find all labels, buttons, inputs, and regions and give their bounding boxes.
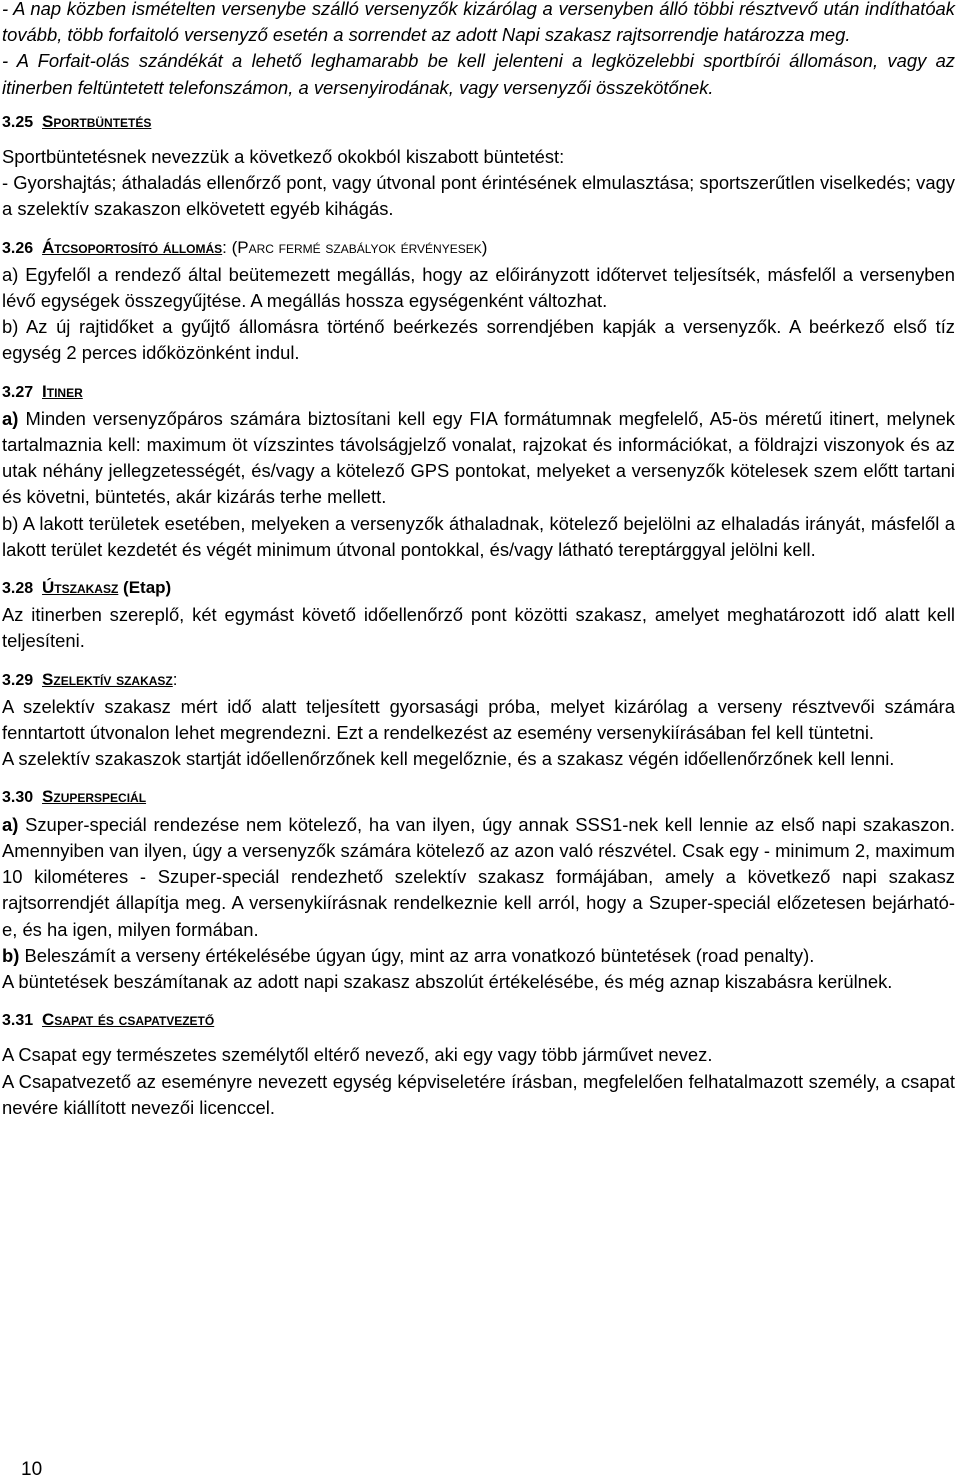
section-3-31-heading <box>2 1007 955 1034</box>
section-title: Szuperspeciál <box>42 787 147 807</box>
section-title-suffix: : (Parc fermé szabályok érvényesek) <box>222 237 488 257</box>
section-3-26-item-b: b) Az új rajtidőket a gyűjtő állomásra történő beérkezés sorrendjében kapják a versenyzők. A beérkező első tíz egység 2 perces időközönként indul. <box>2 316 955 364</box>
intro-paragraph-2: - A Forfait-olás szándékát a lehető leghamarabb be kell jelenteni a legközelebbi sportbírói állomáson, vagy az itinerben feltüntetett telefonszámon, a versenyirodának, vagy versenyzői összekötőnek. <box>2 50 955 98</box>
section-3-30-item-b <box>2 943 955 969</box>
section-3-29-paragraph-2: A szelektív szakaszok startját időellenőrzőnek kell megelőznie, és a szakasz végén időellenőrzőnek kell lenni. <box>2 748 895 770</box>
section-title: Csapat és csapatvezető <box>42 1010 215 1030</box>
section-3-31-paragraph-1: A Csapat egy természetes személytől eltérő nevező, aki egy vagy több járművet nevez. <box>2 1044 713 1066</box>
section-3-27-heading <box>2 379 955 406</box>
section-3-29-heading <box>2 667 955 694</box>
section-3-30-heading <box>2 784 955 811</box>
section-3-25-heading <box>2 109 955 136</box>
item-text: Szuper-speciál rendezése nem kötelező, ha van ilyen, úgy annak SSS1-nek kell lennie az első napi szakaszon. Amennyiben van ilyen, úgy a versenyzők számára kötelező az azon való részvétel. Csak egy - minimum 2, maximum 10 kilométeres - Szuper-speciál rendezhető szelektív szakasz formájában, amely a következő napi szakasz rajtsorrendjét állapítja meg. A versenykiírásnak rendelkeznie kell arról, hogy a Szuper-speciál előzetesen bejárható-e, és ha igen, milyen formában. <box>2 813 955 940</box>
section-3-25-paragraph-1: Sportbüntetésnek nevezzük a következő okokból kiszabott büntetést: <box>2 146 565 168</box>
section-number: 3.27 <box>2 383 34 401</box>
section-number: 3.25 <box>2 113 34 131</box>
document-page <box>2 0 955 1121</box>
section-3-29-paragraph-1: A szelektív szakasz mért idő alatt teljesített gyorsasági próba, melyet kizárólag a verseny résztvevői számára fenntartott útvonalon lehet megrendezni. Ezt a rendelkezést az esemény versenykiírásában fel kell tüntetni. <box>2 695 955 744</box>
section-number: 3.29 <box>2 671 34 689</box>
section-number: 3.31 <box>2 1012 34 1030</box>
item-label: a) <box>2 407 19 429</box>
page-number: 10 <box>21 1459 43 1480</box>
section-3-31-paragraph-2: A Csapatvezető az eseményre nevezett egység képviseletére írásban, megfelelően felhatalmazott személy, a csapat nevére kiállított nevezői licenccel. <box>2 1070 955 1118</box>
item-text: Beleszámít a verseny értékelésébe úgyan úgy, mint az arra vonatkozó büntetések (road penalty). <box>19 944 815 966</box>
section-3-26-item-a: a) Egyfelől a rendező által beütemezett megállás, hogy az előirányzott időtervet teljesítsék, másfelől a versenyben lévő egységek összegyűjtése. A megállás hossza egységenként változhat. <box>2 263 955 312</box>
item-label: b) <box>2 944 20 966</box>
section-3-26-heading <box>2 235 955 262</box>
section-number: 3.26 <box>2 239 34 257</box>
section-3-30-paragraph: A büntetések beszámítanak az adott napi szakasz abszolút értékelésébe, és még aznap kiszabásra kerülnek. <box>2 970 893 992</box>
section-number: 3.30 <box>2 789 34 807</box>
section-3-28-heading <box>2 575 955 602</box>
section-title: Útszakasz <box>42 578 119 598</box>
intro-paragraph-1: - A nap közben ismételten versenybe szálló versenyzők kizárólag a versenyben álló többi résztvevő után indíthatóak tovább, több forfaitoló versenyző esetén a sorrendet az adott Napi szakasz rajtsorrendje határozza meg. <box>2 0 955 46</box>
item-label: a) <box>2 813 19 835</box>
section-title: Itiner <box>42 381 83 401</box>
section-3-27-item-a <box>2 406 955 511</box>
section-title: Sportbüntetés <box>42 111 152 131</box>
section-title: Szelektív szakasz <box>42 669 173 689</box>
section-3-28-paragraph: Az itinerben szereplő, két egymást követő időellenőrző pont közötti szakasz, amelyet meghatározott idő alatt kell teljesíteni. <box>2 604 955 652</box>
section-title: Átcsoportosító állomás <box>42 237 223 257</box>
section-title-suffix: (Etap) <box>118 578 172 598</box>
item-text: Minden versenyzőpáros számára biztosítani kell egy FIA formátumnak megfelelő, A5-ös méretű itinert, melynek tartalmaznia kell: maximum öt vízszintes távolságjelző vonalat, rajzokat és információkat, a földrajzi viszonyok és az utak néhány jellegzetességét, és/vagy a kötelező GPS pontokat, melyeket a versenyzők kötelesek szem előtt tartani és követni, büntetés, akár kizárás terhe mellett. <box>2 407 955 508</box>
section-3-27-item-b: b) A lakott területek esetében, melyeken a versenyzők áthaladnak, kötelező bejelölni az elhaladás irányát, másfelől a lakott terület kezdetét és végét minimum útvonal pontokkal, és/vagy látható tereptárggyal jelölni kell. <box>2 512 955 560</box>
section-title-suffix: : <box>172 669 178 689</box>
section-3-25-paragraph-2: - Gyorshajtás; áthaladás ellenőrző pont, vagy útvonal pont érintésének elmulasztása; sportszerűtlen viselkedés; vagy a szelektív szakaszon elkövetett egyéb kihágás. <box>2 172 955 220</box>
section-3-30-item-a <box>2 812 955 943</box>
section-number: 3.28 <box>2 580 34 598</box>
